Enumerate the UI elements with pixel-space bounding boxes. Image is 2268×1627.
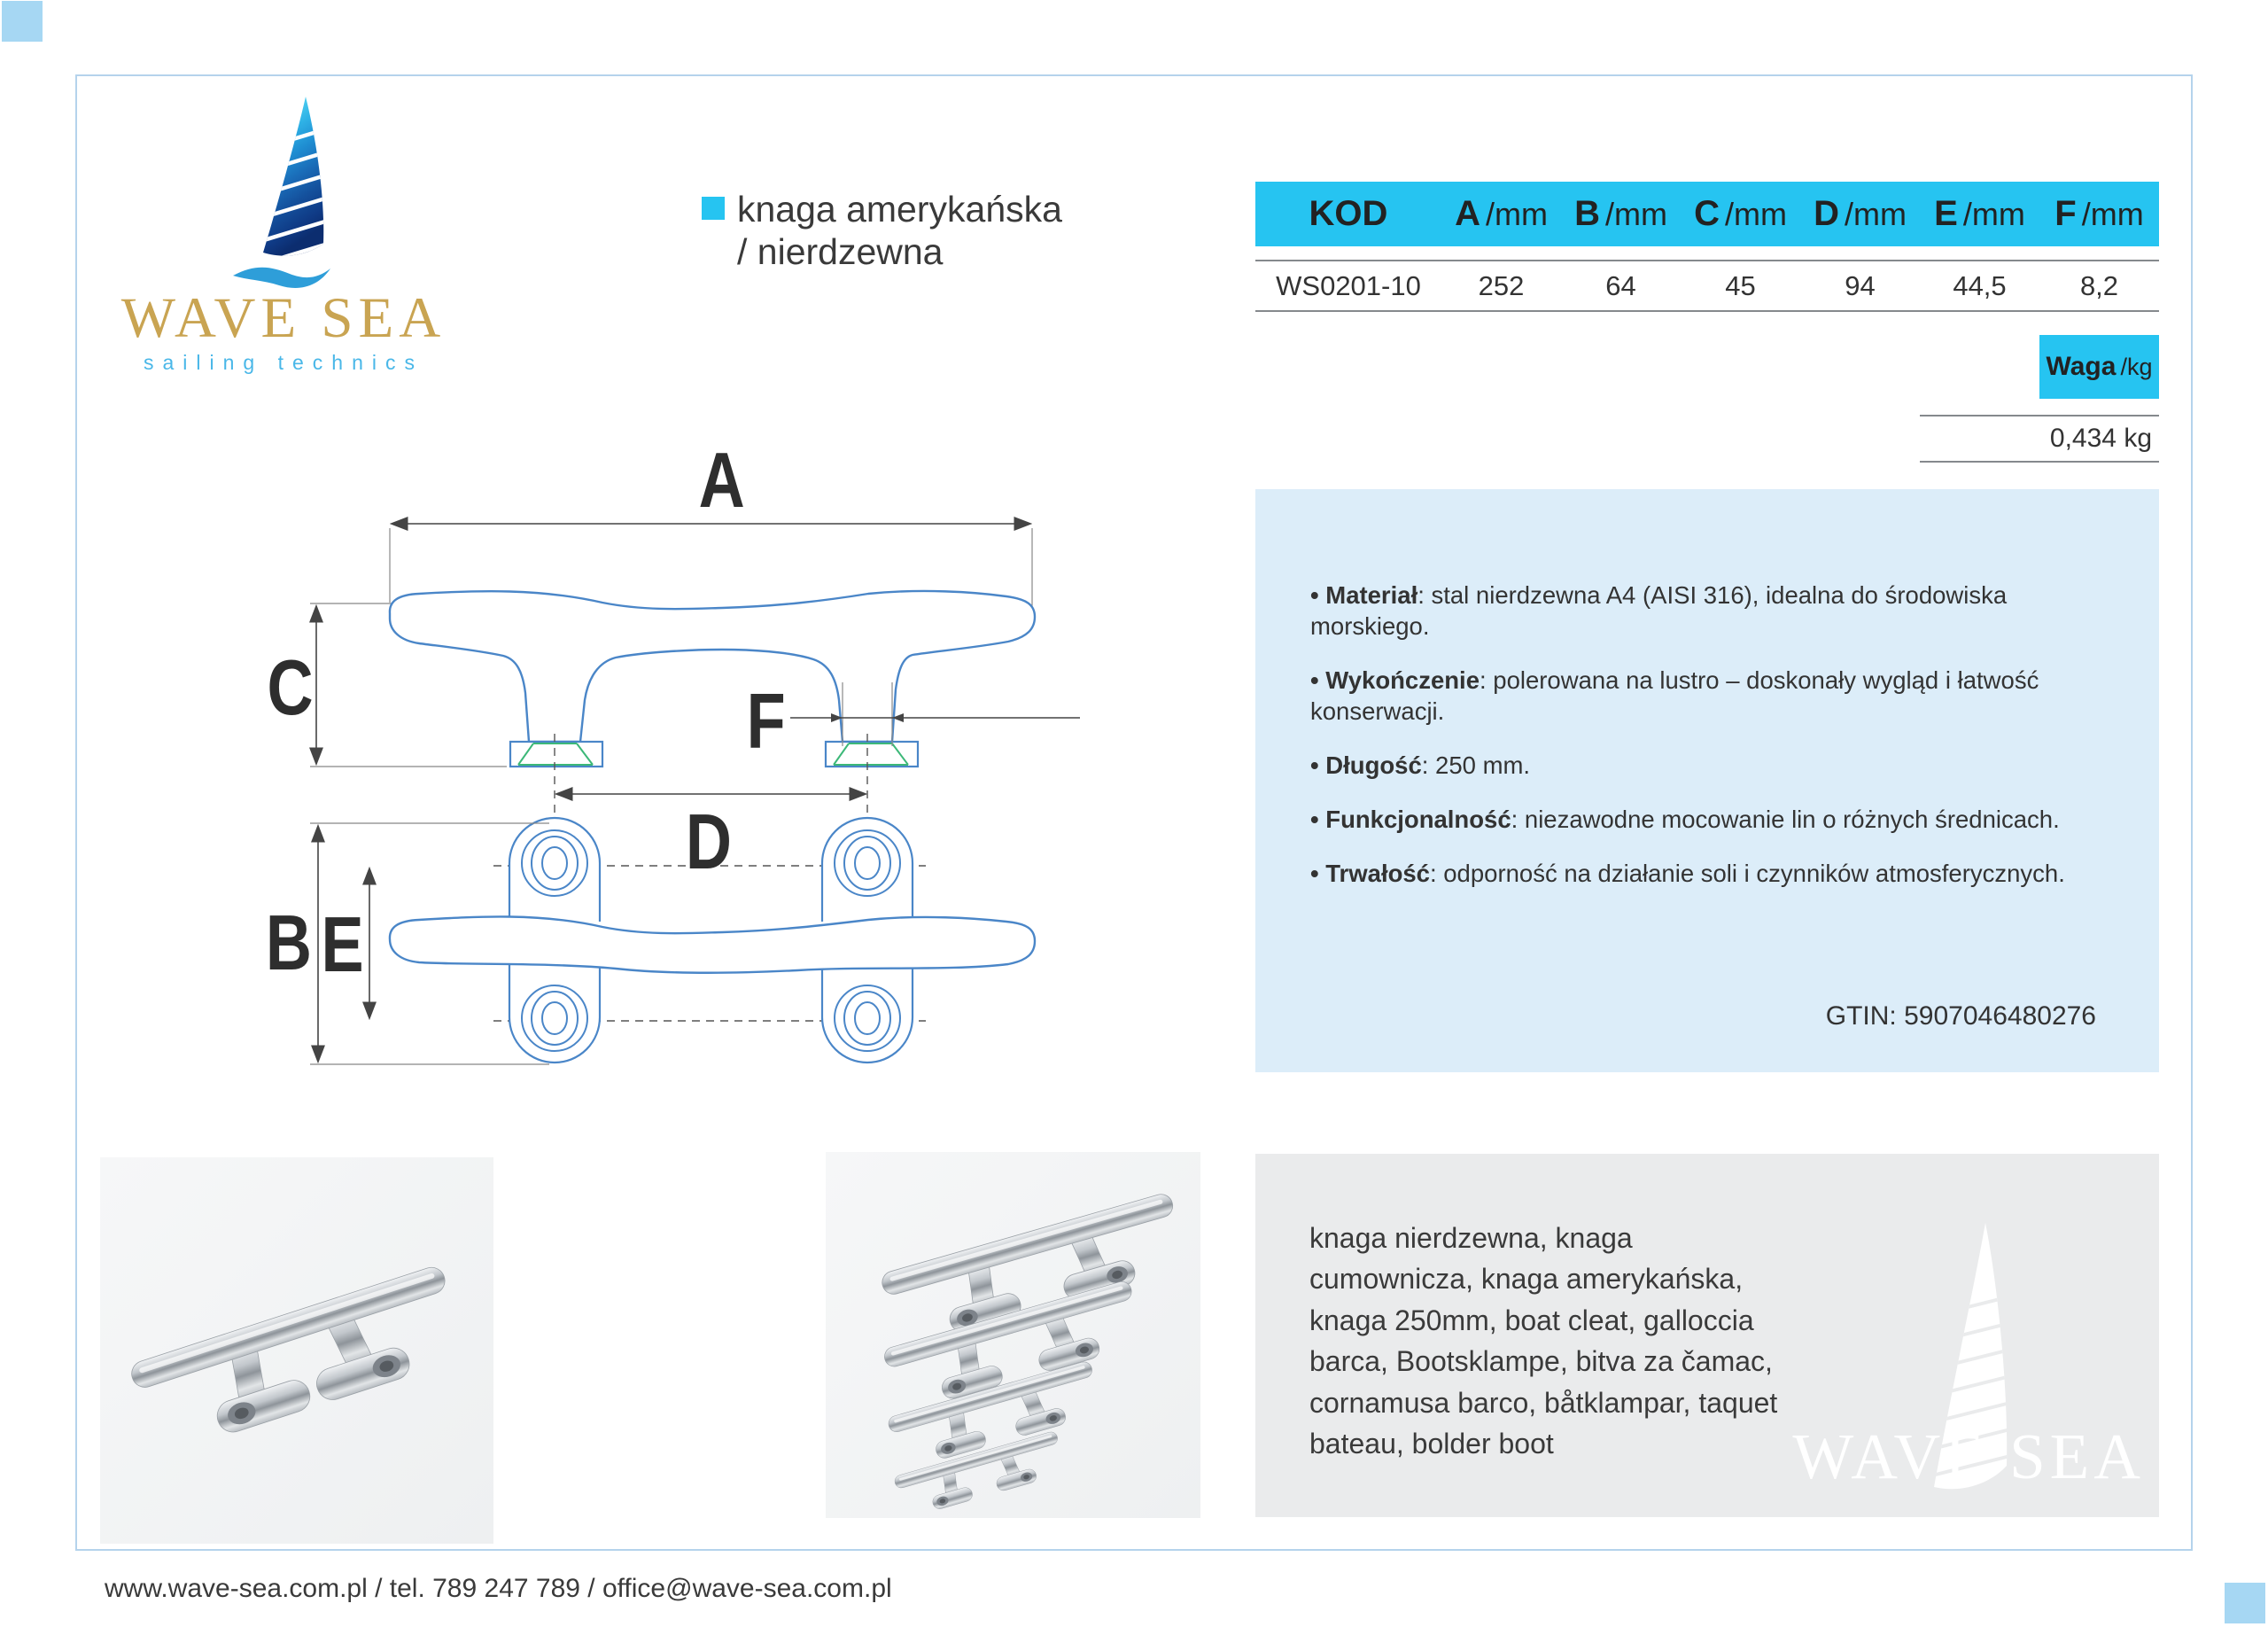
product-photo-set [826, 1152, 1200, 1518]
cell-kod: WS0201-10 [1276, 269, 1421, 301]
dim-label-c: C [267, 644, 314, 732]
feature-item: • Funkcjonalność: niezawodne mocowanie lin o różnych średnicach. [1310, 805, 2060, 833]
header-a: A /mm [1455, 194, 1548, 233]
header-d: D /mm [1814, 194, 1907, 233]
cleat-side-view [390, 591, 1035, 742]
feature-item: • Trwałość: odporność na działanie soli i czynników atmosferycznych. [1310, 859, 2065, 887]
dim-label-d: D [685, 798, 732, 886]
cell-f: 8,2 [2079, 269, 2119, 301]
technical-drawing [248, 390, 1099, 1170]
cleat-top-view [390, 916, 1035, 972]
spec-table-row [1255, 260, 2159, 312]
brand-name: WAVE SEA [120, 286, 447, 350]
corner-decoration-bottom-right [2225, 1583, 2265, 1623]
feature-item: • Materiał: stal nierdzewna A4 (AISI 316), idealna do środowiska morskiego. [1310, 581, 2008, 640]
spec-table-header [1255, 182, 2159, 246]
dim-label-f: F [746, 678, 786, 766]
header-c: C /mm [1694, 194, 1787, 233]
dim-label-a: A [698, 437, 745, 525]
cleat-set-illustration [826, 1152, 1200, 1518]
title-bullet-icon [702, 197, 725, 220]
feature-item: • Długość: 250 mm. [1310, 751, 1531, 779]
corner-decoration-top-left [2, 1, 43, 42]
feature-item: • Wykończenie: polerowana na lustro – doskonały wygląd i łatwość konserwacji. [1310, 666, 2039, 725]
brand-tagline: sailing technics [144, 351, 423, 374]
header-kod: KOD [1309, 194, 1388, 233]
weight-badge: Waga /kg [2039, 335, 2159, 399]
sailboat-logo-icon [217, 93, 350, 292]
dim-label-e: E [321, 901, 364, 989]
product-title-line1: knaga amerykańska [737, 189, 1062, 230]
gtin-code: GTIN: 5907046480276 [1825, 1001, 2096, 1031]
cell-e: 44,5 [1953, 269, 2007, 301]
product-photo-single [100, 1157, 493, 1544]
keywords-box [1255, 1154, 2159, 1517]
product-title-line2: / nierdzewna [737, 231, 944, 273]
keywords-text: knaga nierdzewna, knaga cumownicza, knaga amerykańska, knaga 250mm, boat cleat, galloccia barca, Bootsklampe, bitva za čamac, cornamusa barco, båtklampar, taquet bateau, bolder boot [1309, 1222, 1778, 1460]
cleat-foot-right [826, 742, 918, 767]
header-b: B /mm [1574, 194, 1667, 233]
cleat-photo-illustration [100, 1157, 493, 1544]
cell-b: 64 [1605, 269, 1636, 301]
footer-contact: www.wave-sea.com.pl / tel. 789 247 789 / office@wave-sea.com.pl [105, 1574, 892, 1603]
watermark-brand-name: WAVE SEA [1792, 1421, 2145, 1492]
features-box [1255, 489, 2159, 1072]
dim-label-b: B [265, 899, 312, 987]
cleat-foot-left [510, 742, 602, 767]
cell-d: 94 [1845, 269, 1876, 301]
cell-c: 45 [1725, 269, 1756, 301]
weight-value: 0,434 kg [1920, 415, 2159, 463]
product-title [737, 188, 1062, 274]
header-f: F /mm [2054, 194, 2144, 233]
header-e: E /mm [1934, 194, 2025, 233]
cell-a: 252 [1478, 269, 1525, 301]
